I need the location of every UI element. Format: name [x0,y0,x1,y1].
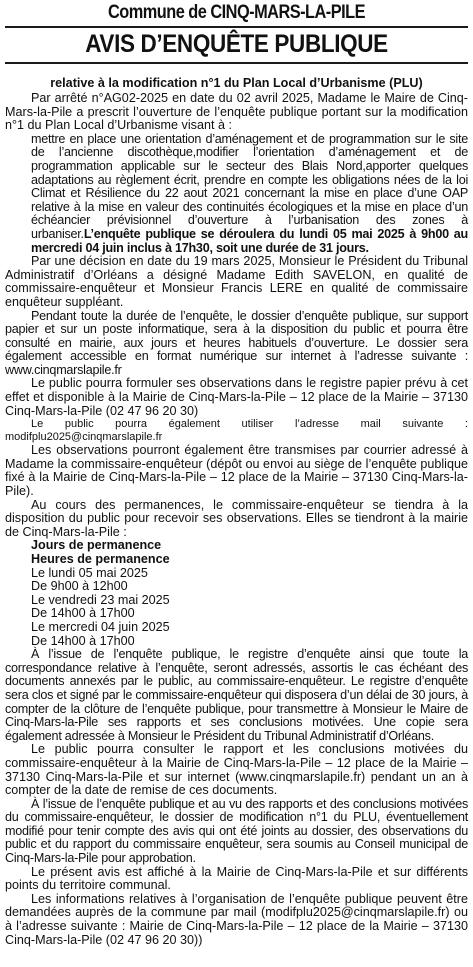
paragraph-dossier: Pendant toute la durée de l’enquête, le dossier d’enquête publique, sur support papier et sur un poste informatique, sera à la disposition du public et pourra être consulté en mairie, aux jours et heures habituels d’ouverture. Le dossier sera également accessible en format numérique sur internet à l’adresse suivante : www.cinqmarslapile.fr [5,308,468,377]
paragraph-commissioner: Par une décision en date du 19 mars 2025, Monsieur le Président du Tribunal Administratif d’Orléans a désigné Madame Edith SAVELON, en qualité de commissaire-enquêteur et Monsieur Francis LERE en qualité de commissaire enquêteur suppléant. [5,254,468,309]
notice-subtitle: relative à la modification n°1 du Plan Local d’Urbanisme (PLU) [50,76,423,90]
paragraph-arrete: Par arrêté n°AG02-2025 en date du 02 avril 2025, Madame le Maire de Cinq-Mars-la-Pile a prescrit l’ouverture de l’enquête publique portant sur la modification n°1 du Plan Local d’Urbanisme visant à : [5,91,468,133]
schedule-line: Le lundi 05 mai 2025 [31,565,148,580]
objectives-text: mettre en place une orientation d’aménagement et de programmation sur le site de l’ancienne discothèque,modifier l’orientation d’aménagement et de programmation applicable sur le secteur des Blais Nord,apporter quelques adaptations au règlement écrit, prendre en compte les obligations nées de la loi Climat et Résilience du 22 aout 2021 concernant la mise en place d’une OAP relative à la mise en valeur des continuités écologiques et la mise en place d’un échéancier prévisionnel d’ouverture à l’urbanisation des zones à urbaniser. [31,131,468,241]
permanence-schedule [5,539,468,648]
title-divider-bottom [5,62,468,64]
schedule-heading-hours: Heures de permanence [31,552,170,566]
paragraph-permanences: Au cours des permanences, le commissaire-enquêteur se tiendra à la disposition du public pour recevoir ses observations. Elles se tiendront à la mairie de Cinq-Mars-la-Pile : [5,497,468,539]
paragraph-objectives [5,133,468,255]
title-divider [5,26,468,28]
enquiry-dates: L’enquête publique se déroulera du lundi 05 mai 2025 à 9h00 au mercredi 04 juin inclus à 17h30, soit une durée de 31 jours. [31,226,468,255]
notice-title: AVIS D’ENQUÊTE PUBLIQUE [85,30,388,58]
schedule-line: De 9h00 à 12h00 [31,579,128,594]
paragraph-cloture: À l’issue de l’enquête publique, le registre d’enquête ainsi que toute la correspondance relative à l’enquête, seront adressés, assortis le cas échéant des documents annexés par le public, au commissaire-enquêteur. Le registre d’enquête sera clos et signé par le commissaire-enquêteur qui disposera d’un délai de 30 jours, à compter de la clôture de l’enquête publique, pour transmettre à Monsieur le Maire de Cinq-Mars-la-Pile ses rapports et ses conclusions motivées. Une copie sera également adressée à Monsieur le Président du Tribunal Administratif d’Orléans. [5,647,468,743]
paragraph-approbation: À l’issue de l’enquête publique et au vu des rapports et des conclusions motivées du commissaire-enquêteur, le dossier de modification n°1 du PLU, éventuellement modifié pour tenir compte des avis qui ont été joints au dossier, des observations du public et du rapport du commissaire enquêteur, sera soumis au Conseil municipal de Cinq-Mars-la-Pile pour approbation. [5,796,468,866]
schedule-line: Le vendredi 23 mai 2025 [31,592,170,607]
paragraph-affichage: Le présent avis est affiché à la Mairie de Cinq-Mars-la-Pile et sur différents points du territoire communal. [5,864,468,893]
schedule-line: Le mercredi 04 juin 2025 [31,619,170,634]
paragraph-courrier: Les observations pourront également être transmises par courrier adressé à Madame la commissaire-enquêteur (dépôt ou envoi au siège de l’enquête publique fixé à la Mairie de Cinq-Mars-la-Pile – 12 place de la Mairie – 37130 Cinq-Mars-la-Pile). [5,443,468,499]
paragraph-informations: Les informations relatives à l’organisation de l’enquête publique peuvent être demandées auprès de la commune par mail (modifplu2025@cinqmarslapile.fr) ou à l’adresse suivante : Mairie de Cinq-Mars-la-Pile – 12 place de la Mairie – 37130 Cinq-Mars-la-Pile (02 47 96 20 30)) [5,891,468,947]
paragraph-registre: Le public pourra formuler ses observations dans le registre papier prévu à cet effet et disponible à la Mairie de Cinq-Mars-la-Pile – 12 place de la Mairie – 37130 Cinq-Mars-la-Pile (02 47 96 20 30) [5,376,468,418]
schedule-line: De 14h00 à 17h00 [31,633,135,648]
paragraph-rapport: Le public pourra consulter le rapport et les conclusions motivées du commissaire-enquêteur à la Mairie de Cinq-Mars-la-Pile – 12 place de la Mairie – 37130 Cinq-Mars-la-Pile et sur internet (www.cinqmarslapile.fr) pendant un an à compter de la date de remise de ces documents. [5,742,468,798]
commune-name: Commune de CINQ-MARS-LA-PILE [108,2,365,23]
schedule-heading-days: Jours de permanence [31,538,162,553]
schedule-line: De 14h00 à 17h00 [31,606,135,621]
paragraph-email: Le public pourra également utiliser l’adresse mail suivante : modifplu2025@cinqmarslapile.fr [5,418,468,444]
